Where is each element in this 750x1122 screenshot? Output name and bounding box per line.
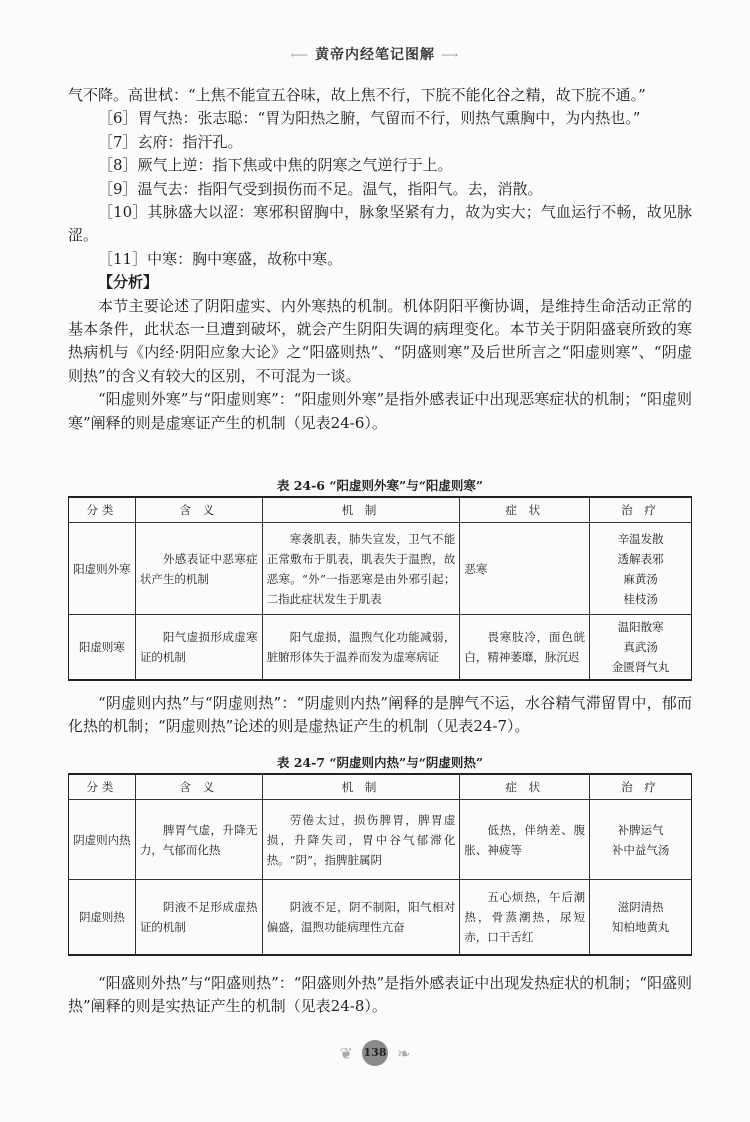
- cell-mechanism: 阴液不足，阴不制阳，阳气相对偏盛，温煦功能病理性亢奋: [262, 880, 460, 955]
- notes-and-analysis: [68, 84, 692, 435]
- header-category: 分类: [69, 774, 136, 800]
- cell-meaning: 外感表证中恶寒症状产生的机制: [135, 523, 262, 615]
- header-meaning: 含 义: [135, 497, 262, 523]
- treatment-item: 滋阴清热: [617, 899, 664, 914]
- cell-meaning: 阴液不足形成虚热证的机制: [135, 880, 262, 955]
- cell-symptom: 低热，伴纳差、腹胀、神疲等: [460, 800, 590, 880]
- header-ornament-right: ⟶: [440, 48, 460, 62]
- running-header: [0, 44, 750, 64]
- table-row: [69, 523, 692, 615]
- paragraph-block-2: [68, 692, 692, 739]
- table-row: [69, 615, 692, 681]
- header-mechanism: 机 制: [262, 774, 460, 800]
- treatment-item: 透解表邪: [617, 551, 664, 566]
- treatment-item: 知柏地黄丸: [611, 919, 670, 934]
- table-24-7: [68, 773, 692, 956]
- treatment-item: 辛温发散: [617, 531, 664, 546]
- note-continuation: 气不降。高世栻：“上焦不能宣五谷味，故上焦不行，下脘不能化谷之精，故下脘不通。”: [68, 86, 646, 104]
- analysis-paragraph-1: 本节主要论述了阴阳虚实、内外寒热的机制。机体阴阳平衡协调，是维持生命活动正常的基本条件，此状态一旦遭到破坏，就会产生阴阳失调的病理变化。本节关于阴阳盛衰所致的寒热病机与《内经·阴阳应象大论》之“阳盛则热”、“阴盛则寒”及后世所言之“阳虚则寒”、“阴虚则热”的含义有较大的区别，不可混为一谈。: [68, 296, 692, 385]
- page-number: 138: [362, 1040, 388, 1066]
- table-24-7-caption: 表 24-7 “阴虚则内热”与“阴虚则热”: [276, 755, 484, 770]
- header-meaning: 含 义: [135, 774, 262, 800]
- header-mechanism: 机 制: [262, 497, 460, 523]
- analysis-paragraph-2: “阳虚则外寒”与“阳虚则寒”：“阳虚则外寒”是指外感表证中出现恶寒症状的机制；“阳虚则寒”阐释的则是虚寒证产生的机制（见表24-6）。: [68, 390, 692, 432]
- treatment-item: 麻黄汤: [623, 571, 658, 586]
- cell-symptom: 恶寒: [460, 523, 590, 615]
- header-treatment: 治 疗: [590, 774, 692, 800]
- note-11: ［11］中寒：胸中寒盛，故称中寒。: [98, 249, 343, 268]
- cell-category: 阴虚则内热: [69, 800, 136, 880]
- cell-symptom: 五心烦热，午后潮热，骨蒸潮热，尿短赤，口干舌红: [460, 880, 590, 955]
- treatment-item: 补中益气汤: [611, 842, 670, 857]
- note-10: ［10］其脉盛大以涩：寒邪积留胸中，脉象坚紧有力，故为实大；气血运行不畅，故见脉涩。: [68, 203, 692, 245]
- table-24-6-caption: 表 24-6 “阳虚则外寒”与“阳虚则寒”: [276, 478, 484, 493]
- table-header-row: [69, 497, 692, 523]
- treatment-item: 金匮肾气丸: [611, 660, 670, 674]
- cell-mechanism: 阳气虚损，温煦气化功能减弱，脏腑形体失于温养而发为虚寒病证: [262, 615, 460, 681]
- header-symptom: 症 状: [460, 774, 590, 800]
- table-header-row: [69, 774, 692, 800]
- header-ornament-left: ⟵: [290, 48, 310, 62]
- analysis-heading: 【分析】: [98, 273, 159, 292]
- footer-ornament-left-icon: ❦: [339, 1043, 353, 1063]
- page-footer: [0, 1040, 750, 1066]
- analysis-paragraph-3: “阴虚则内热”与“阴虚则热”：“阴虚则内热”阐释的是脾气不运，水谷精气滞留胃中，郁而化热的机制；“阴虚则热”论述的则是虚热证产生的机制（见表24-7）。: [68, 694, 692, 736]
- cell-treatment: [590, 880, 692, 955]
- cell-mechanism: 寒袭肌表，肺失宣发，卫气不能正常敷布于肌表，肌表失于温煦，故恶寒。“外”一指恶寒是由外邪引起；二指此症状发生于肌表: [262, 523, 460, 615]
- book-title: 黄帝内经笔记图解: [315, 47, 435, 63]
- header-symptom: 症 状: [460, 497, 590, 523]
- note-7: ［7］玄府：指汗孔。: [98, 132, 243, 151]
- table-24-6: [68, 496, 692, 681]
- cell-meaning: 阳气虚损形成虚寒证的机制: [135, 615, 262, 681]
- cell-category: 阳虚则寒: [69, 615, 136, 681]
- treatment-item: 补脾运气: [617, 822, 664, 837]
- cell-treatment: [590, 800, 692, 880]
- analysis-paragraph-4: “阳盛则外热”与“阳盛则热”：“阳盛则外热”是指外感表证中出现发热症状的机制；“阳盛则热”阐释的则是实热证产生的机制（见表24-8）。: [68, 974, 692, 1016]
- cell-meaning: 脾胃气虚，升降无力，气郁而化热: [135, 800, 262, 880]
- note-8: ［8］厥气上逆：指下焦或中焦的阴寒之气逆行于上。: [98, 156, 453, 175]
- paragraph-block-3: [68, 972, 692, 1019]
- note-6: ［6］胃气热：张志聪：“胃为阳热之腑，气留而不行，则热气熏胸中，为内热也。”: [98, 109, 641, 128]
- table-row: [69, 800, 692, 880]
- cell-category: 阴虚则热: [69, 880, 136, 955]
- cell-category: 阳虚则外寒: [69, 523, 136, 615]
- footer-ornament-right-icon: ❧: [397, 1043, 411, 1063]
- cell-mechanism: 劳倦太过，损伤脾胃，脾胃虚损，升降失司，胃中谷气郁滞化热。“阴”，指脾脏属阴: [262, 800, 460, 880]
- header-category: 分类: [69, 497, 136, 523]
- note-9: ［9］温气去：指阳气受到损伤而不足。温气，指阳气。去，消散。: [98, 179, 543, 198]
- treatment-item: 温阳散寒: [617, 620, 664, 634]
- cell-treatment: [590, 523, 692, 615]
- cell-symptom: 畏寒肢冷，面色㿠白，精神萎靡，脉沉迟: [460, 615, 590, 681]
- table-row: [69, 880, 692, 955]
- header-treatment: 治 疗: [590, 497, 692, 523]
- cell-treatment: [590, 615, 692, 681]
- treatment-item: 桂枝汤: [623, 591, 658, 606]
- treatment-item: 真武汤: [623, 640, 658, 654]
